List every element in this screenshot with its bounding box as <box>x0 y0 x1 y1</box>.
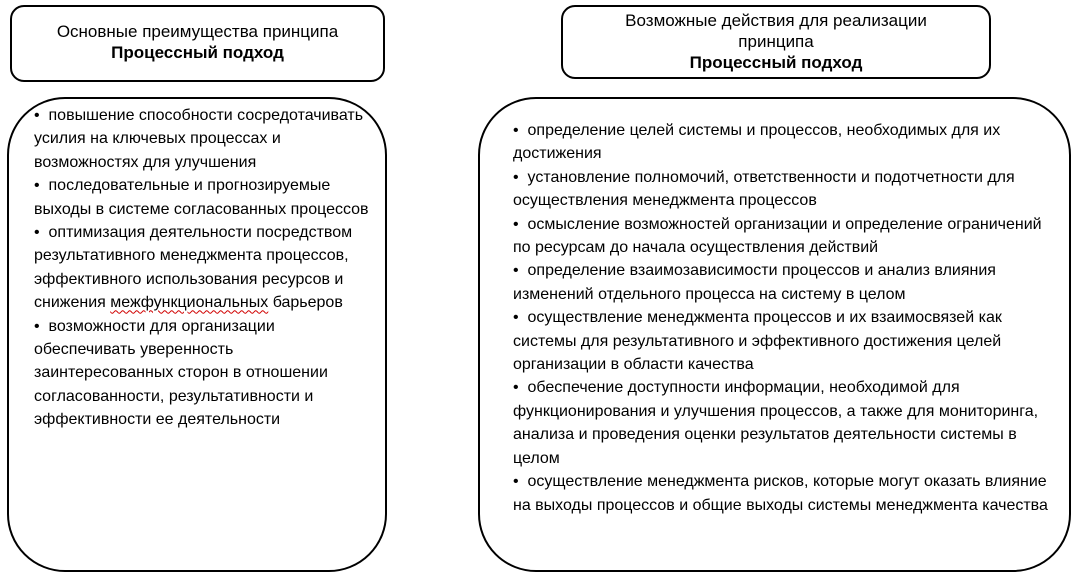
benefits-box <box>7 97 387 572</box>
actions-box <box>478 97 1071 572</box>
action-item: • осуществление менеджмента процессов и их взаимосвязей как системы для результативного и эффективного достижения целей организации в области качества <box>513 306 1063 376</box>
benefit-item: • повышение способности сосредотачивать усилия на ключевых процессах и возможностях для улучшения <box>34 104 377 174</box>
right-header-principle: Процессный подход <box>689 53 863 72</box>
right-header-title: Возможные действия для реализации <box>625 11 927 30</box>
action-item: • осуществление менеджмента рисков, которые могут оказать влияние на выходы процессов и общие выходы системы менеджмента качества <box>513 470 1063 517</box>
action-item: • установление полномочий, ответственности и подотчетности для осуществления менеджмента процессов <box>513 166 1063 213</box>
right-header-box <box>561 5 991 79</box>
benefit-item: • оптимизация деятельности посредством результативного менеджмента процессов, эффективного использования ресурсов и снижения межфункциональных барьеров <box>34 221 377 315</box>
left-header-principle: Процессный подход <box>111 43 284 62</box>
action-item: • определение взаимозависимости процессов и анализ влияния изменений отдельного процесса на систему в целом <box>513 259 1063 306</box>
benefit-item: • последовательные и прогнозируемые выходы в системе согласованных процессов <box>34 174 377 221</box>
spellcheck-underlined-word: межфункциональных <box>110 294 269 312</box>
right-header-title-cont: принципа <box>738 32 814 51</box>
actions-list <box>513 119 1063 517</box>
action-item: • определение целей системы и процессов, необходимых для их достижения <box>513 119 1063 166</box>
action-item: • осмысление возможностей организации и определение ограничений по ресурсам до начала осуществления действий <box>513 213 1063 260</box>
left-header-title: Основные преимущества принципа <box>56 22 339 41</box>
action-item: • обеспечение доступности информации, необходимой для функционирования и улучшения процессов, а также для мониторинга, анализа и проведения оценки результатов деятельности системы в целом <box>513 376 1063 470</box>
benefit-item: • возможности для организации обеспечивать уверенность заинтересованных сторон в отношении согласованности, результативности и эффективности ее деятельности <box>34 315 377 432</box>
benefits-list <box>34 104 377 432</box>
left-header-box <box>10 5 385 82</box>
